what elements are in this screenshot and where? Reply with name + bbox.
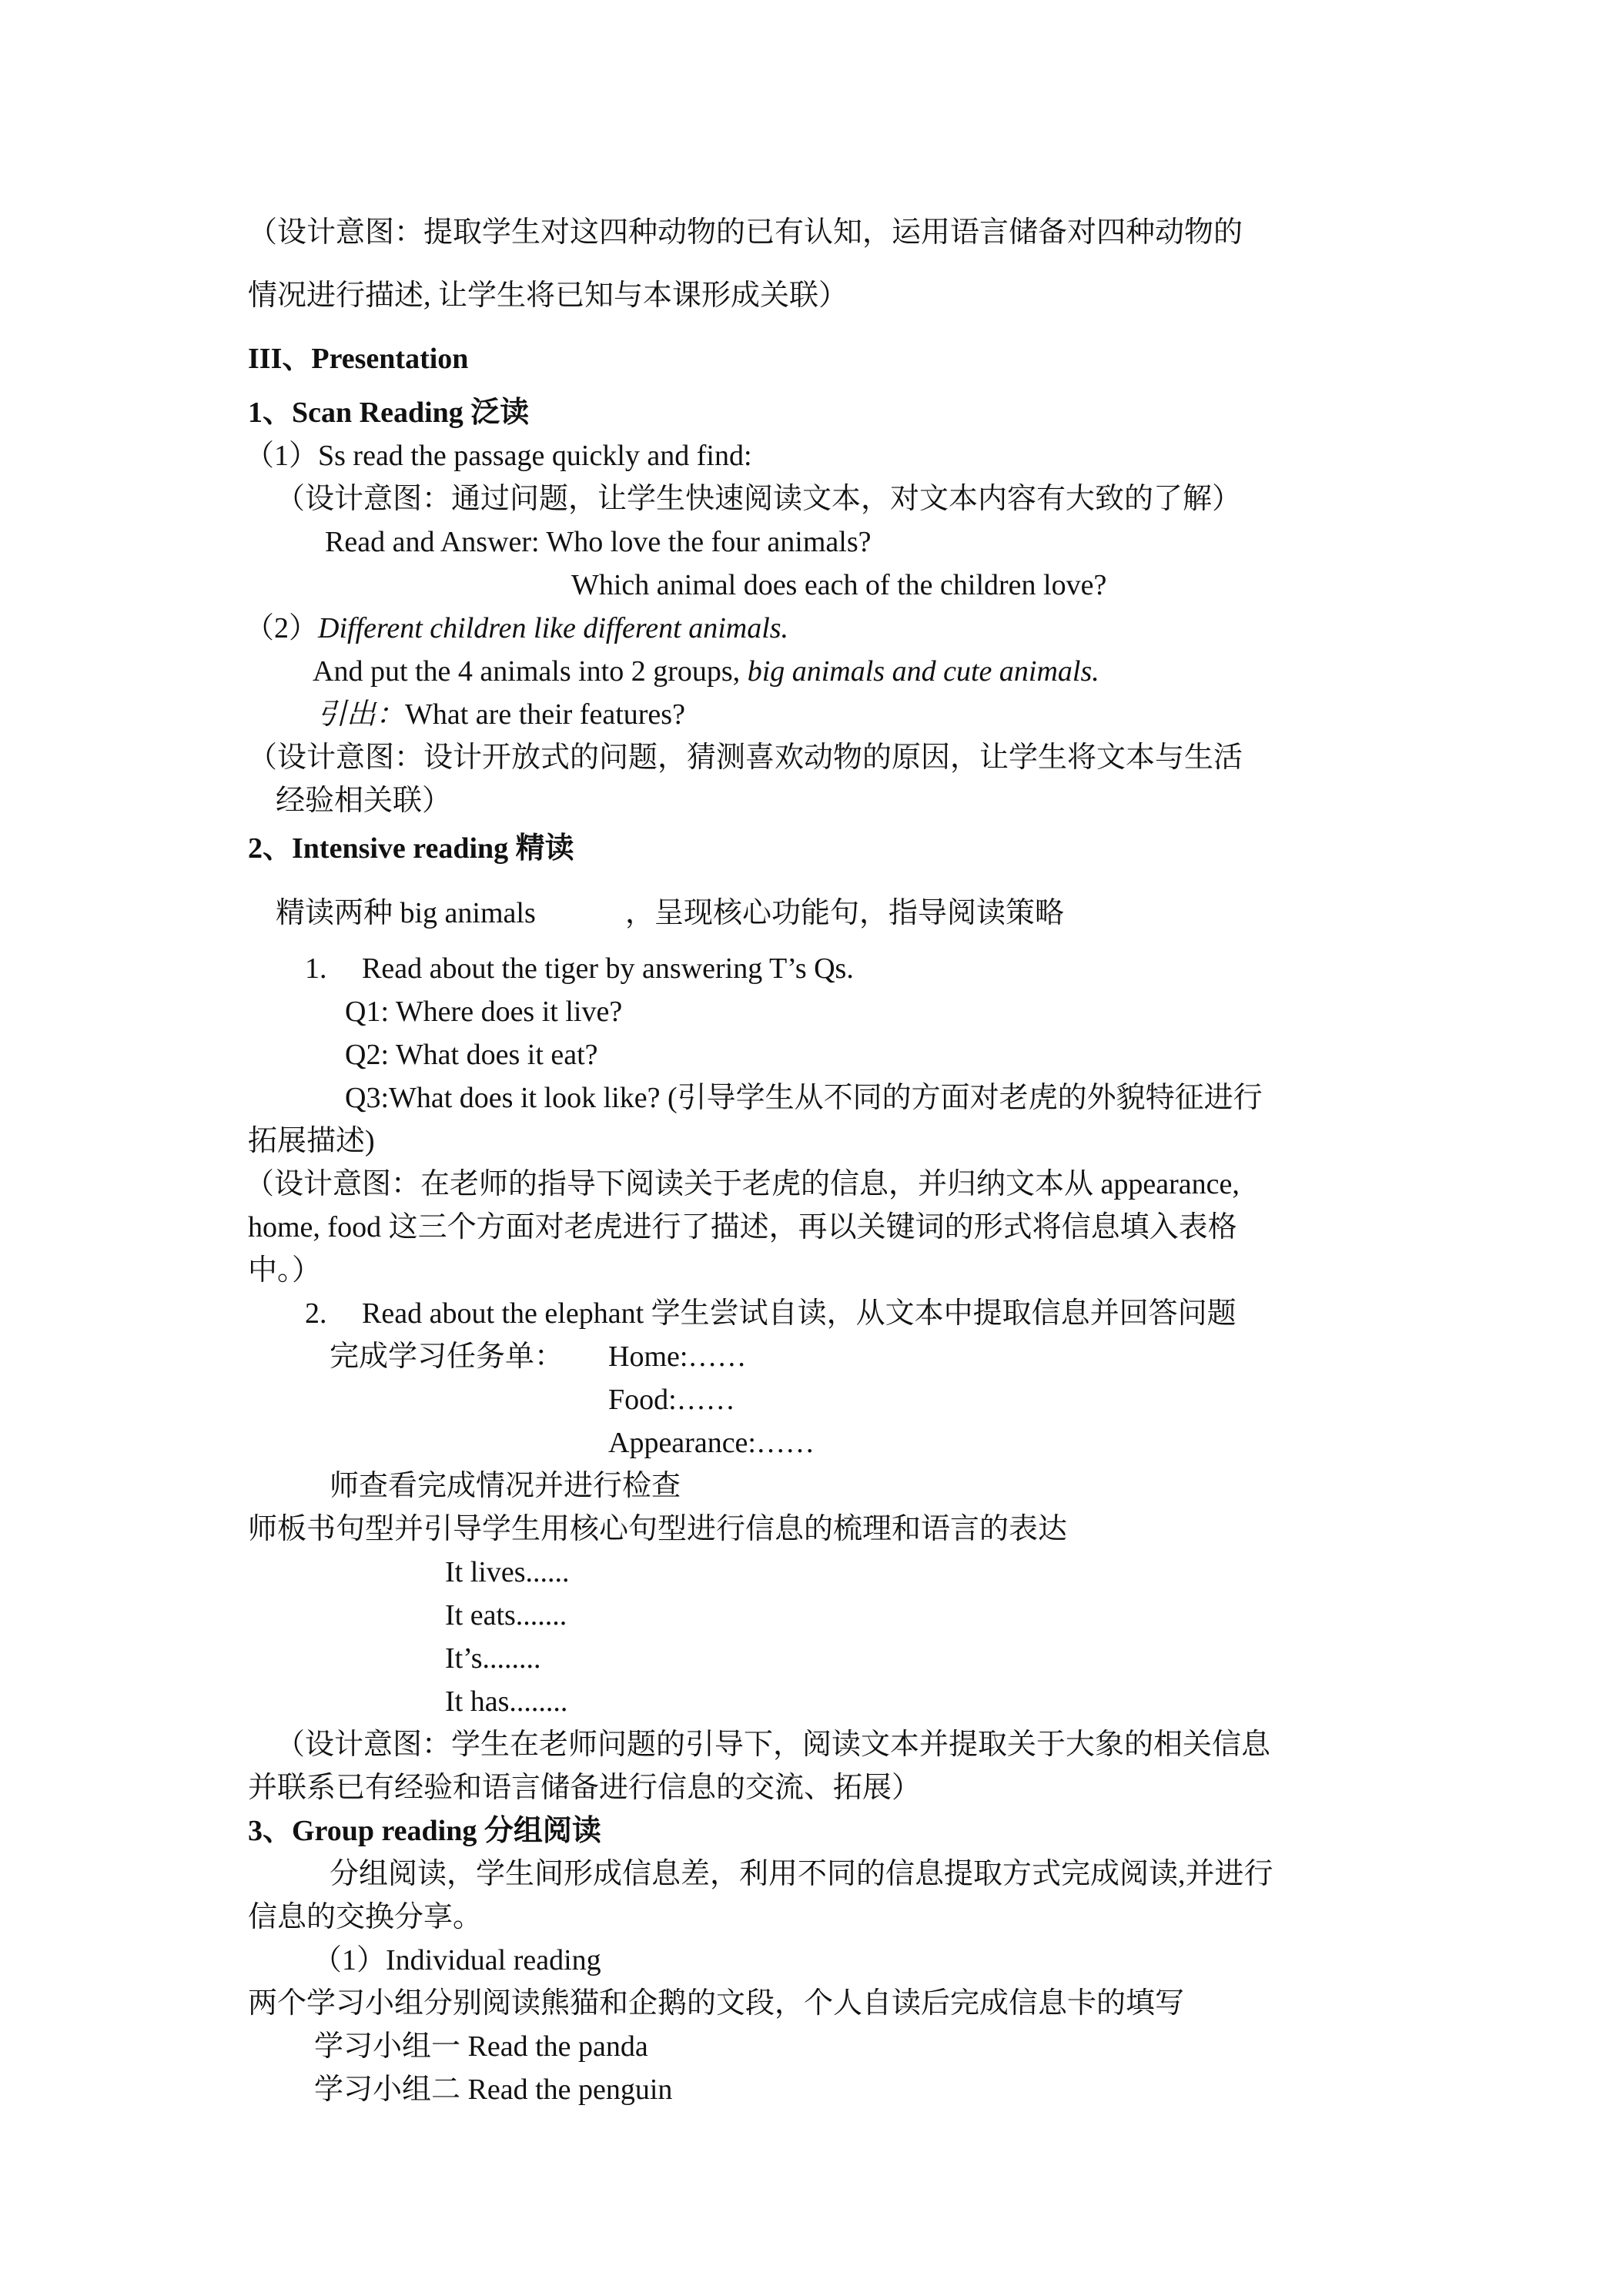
- text-line: （设计意图：学生在老师问题的引导下，阅读文本并提取关于大象的相关信息: [276, 1729, 1271, 1761]
- text-line: home, food 这三个方面对老虎进行了描述，再以关键词的形式将信息填入表格: [248, 1211, 1237, 1243]
- text-line: ，呈现核心功能句，指导阅读策略: [625, 897, 1065, 929]
- text-line: [245, 607, 788, 650]
- text-line: Home:……: [608, 1340, 747, 1373]
- text-line: 学习小组二 Read the penguin: [314, 2073, 673, 2106]
- list-number: 2.: [305, 1297, 327, 1330]
- text-span: （2）: [245, 612, 319, 644]
- subsection-heading: 3、Group reading 分组阅读: [248, 1815, 601, 1847]
- text-line: 拓展描述): [248, 1125, 375, 1157]
- text-line: Q1: Where does it live?: [345, 996, 623, 1028]
- text-line: （1）Individual reading: [313, 1944, 601, 1976]
- text-line: [317, 693, 685, 736]
- text-line: 分组阅读，学生间形成信息差，利用不同的信息提取方式完成阅读,并进行: [330, 1858, 1273, 1890]
- text-line: Q3:What does it look like? (引导学生从不同的方面对老虎的外貌特征进行: [345, 1082, 1263, 1114]
- text-line: Appearance:……: [608, 1427, 815, 1459]
- text-line: 学习小组一 Read the panda: [314, 2030, 648, 2063]
- text-line: 并联系已有经验和语言储备进行信息的交流、拓展）: [248, 1772, 922, 1804]
- text-line: 两个学习小组分别阅读熊猫和企鹅的文段，个人自读后完成信息卡的填写: [248, 1987, 1185, 2020]
- text-line: 经验相关联）: [276, 785, 452, 817]
- text-line: 完成学习任务单：: [330, 1340, 564, 1373]
- text-line: 精读两种 big animals: [276, 897, 536, 929]
- section-heading: III、Presentation: [248, 343, 469, 375]
- text-line: Food:……: [608, 1384, 735, 1416]
- text-line: （设计意图：在老师的指导下阅读关于老虎的信息，并归纳文本从 appearance,: [245, 1168, 1240, 1200]
- list-number: 1.: [305, 952, 327, 985]
- text-line: 信息的交换分享。: [248, 1901, 483, 1933]
- text-line: （设计意图：设计开放式的问题，猜测喜欢动物的原因，让学生将文本与生活: [248, 741, 1243, 774]
- text-line: （设计意图：通过问题，让学生快速阅读文本，对文本内容有大致的了解）: [276, 483, 1242, 515]
- text-line: 中。）: [248, 1254, 322, 1287]
- text-span: And put the 4 animals into 2 groups,: [313, 655, 748, 688]
- text-line: It has........: [445, 1685, 568, 1718]
- text-line: It’s........: [445, 1642, 541, 1675]
- text-line: Read about the tiger by answering T’s Qs.: [362, 952, 854, 985]
- text-line: It lives......: [445, 1556, 570, 1588]
- text-line: Read and Answer: Who love the four animals?: [325, 526, 872, 558]
- text-line: Q2: What does it eat?: [345, 1039, 598, 1071]
- text-span-italic: Different children like different animals.: [318, 612, 789, 644]
- text-line: Read about the elephant 学生尝试自读，从文本中提取信息并回答问题: [362, 1297, 1236, 1330]
- text-line: 情况进行描述, 让学生将已知与本课形成关联）: [248, 279, 848, 312]
- text-line: （1）Ss read the passage quickly and find:: [245, 440, 752, 472]
- subsection-heading: 1、Scan Reading 泛读: [248, 397, 530, 429]
- text-line: 师板书句型并引导学生用核心句型进行信息的梳理和语言的表达: [248, 1513, 1068, 1545]
- text-line: It eats.......: [445, 1599, 567, 1632]
- text-line: 师查看完成情况并进行检查: [330, 1470, 681, 1502]
- subsection-heading: 2、Intensive reading 精读: [248, 832, 574, 865]
- text-line: （设计意图：提取学生对这四种动物的已有认知，运用语言储备对四种动物的: [248, 216, 1243, 249]
- text-span-italic: 引出：: [317, 698, 406, 731]
- text-line: Which animal does each of the children love?: [571, 569, 1107, 601]
- text-span-italic: big animals and cute animals.: [747, 655, 1099, 688]
- text-line: [313, 650, 1099, 693]
- text-span: What are their features?: [405, 698, 685, 731]
